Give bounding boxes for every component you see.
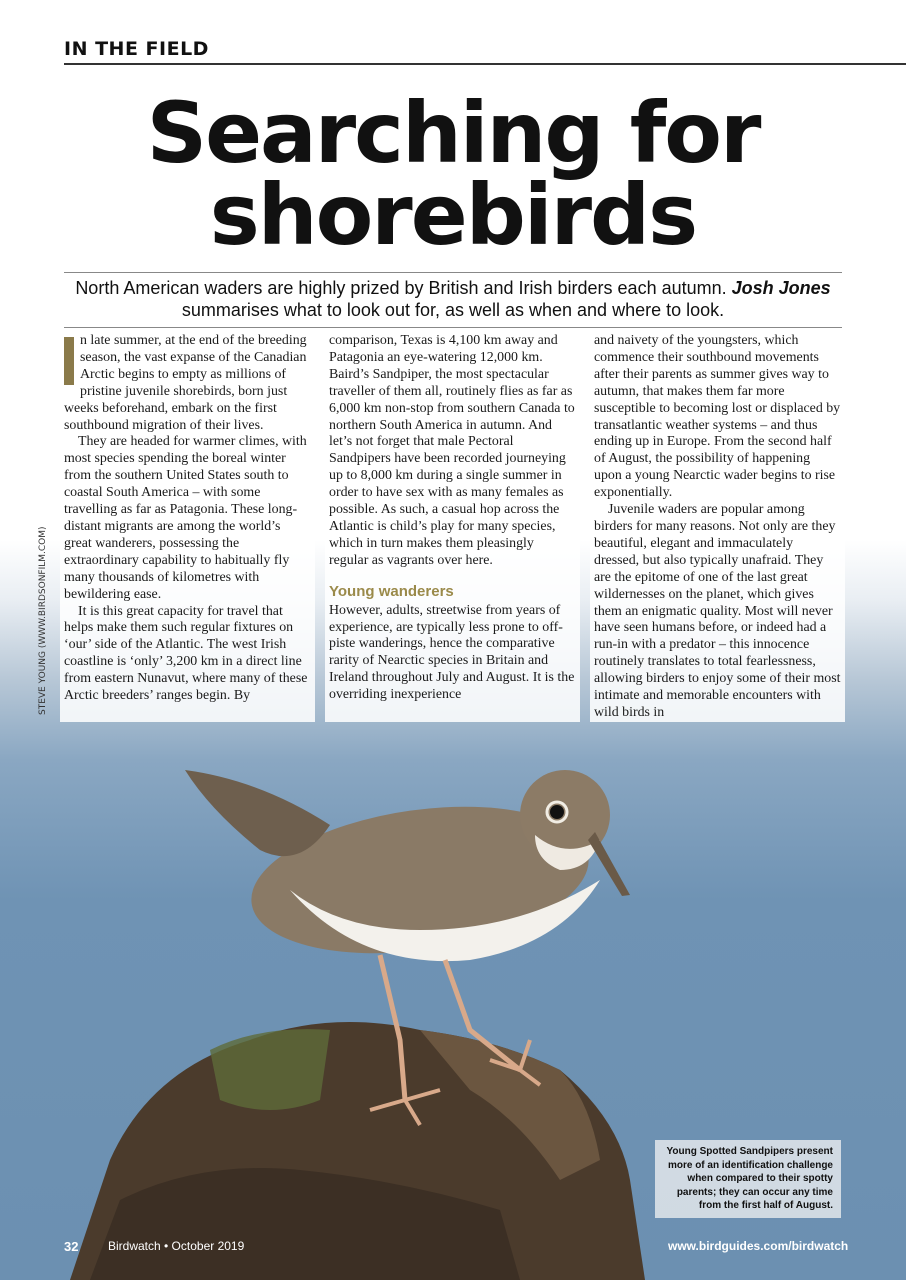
headline: [0, 84, 906, 264]
headline-line-2: shorebirds: [209, 166, 697, 264]
photo-caption: Young Spotted Sandpipers present more of an identification challenge when compared to their spotty parents; they can occur any time from the first half of August.: [655, 1140, 841, 1218]
header-rule: [64, 63, 906, 65]
body-paragraph: n late summer, at the end of the breeding season, the vast expanse of the Canadian Arctic begins to empty as millions of pristine juvenile shorebirds, born just weeks beforehand, embark on the first southbound migration of their lives.: [64, 333, 307, 433]
standfirst-text-end: summarises what to look out for, as well as when and where to look.: [181, 300, 725, 320]
website-link[interactable]: www.birdguides.com/birdwatch: [668, 1239, 849, 1253]
body-column-3: [590, 330, 845, 722]
section-label: IN THE FIELD: [64, 38, 209, 60]
body-paragraph: They are headed for warmer climes, with most species spending the boreal winter from the southern United States south to coastal South America – with some travelling as far as Patagonia. These long-distant migrants are among the world’s great wanderers, possessing the extraordinary capability to habitually fly many thousands of kilometres with bewildering ease.: [64, 434, 307, 602]
body-paragraph: comparison, Texas is 4,100 km away and Patagonia an eye-watering 12,000 km. Baird’s Sandpiper, the most spectacular traveller of them all, routinely flies as far as 6,000 km non-stop from southern Canada to northern South America in autumn. And let’s not forget that male Pectoral Sandpipers have been recorded journeying up to 8,000 km during a single summer in order to have sex with as many females as possible. As such, a casual hop across the Atlantic is child’s play for many species, which in turn makes them pleasingly regular as vagrants over here.: [329, 333, 575, 568]
page-number: 32: [64, 1239, 79, 1254]
body-column-1: [60, 330, 315, 722]
body-paragraph: It is this great capacity for travel that helps make them such regular fixtures on ‘our’ side of the Atlantic. The west Irish coastline is ‘only’ 3,200 km in a direct line from eastern Nunavut, where many of these Arctic breeders’ ranges begin. By: [64, 603, 308, 704]
body-paragraph: Juvenile waders are popular among birders for many reasons. Not only are they beautiful, elegant and immaculately dressed, but also typically unafraid. They are the epitome of one of the last great wildernesses on the planet, which gives them an enigmatic quality. Most will never have seen humans before, or indeed had a run-in with a predator – this innocence routinely translates to total fearlessness, allowing birders to enjoy some of their most intimate and memorable encounters with wild birds in: [594, 502, 841, 720]
standfirst-text: North American waders are highly prized by British and Irish birders each autumn.: [75, 278, 732, 298]
magazine-issue: Birdwatch • October 2019: [108, 1239, 245, 1253]
subheading: Young wanderers: [329, 582, 454, 600]
drop-cap: [64, 337, 74, 385]
author-name: Josh Jones: [731, 278, 831, 298]
body-paragraph: However, adults, streetwise from years of experience, are typically less prone to off-piste wanderings, hence the comparative rarity of Nearctic species in Britain and Ireland throughout July and August. It is the overriding inexperience: [329, 602, 575, 703]
headline-line-1: Searching for: [146, 84, 760, 182]
standfirst: [64, 272, 842, 328]
body-paragraph: and naivety of the youngsters, which commence their southbound movements after their parents as summer gives way to autumn, that makes them far more susceptible to becoming lost or displaced by transatlantic weather systems – and thus ending up in Europe. From the second half of August, the possibility of happening upon a young Nearctic wader begins to rise exponentially.: [594, 333, 841, 501]
photo-credit: STEVE YOUNG (WWW.BIRDSONFILM.COM): [38, 526, 48, 715]
body-column-2: [325, 330, 580, 722]
